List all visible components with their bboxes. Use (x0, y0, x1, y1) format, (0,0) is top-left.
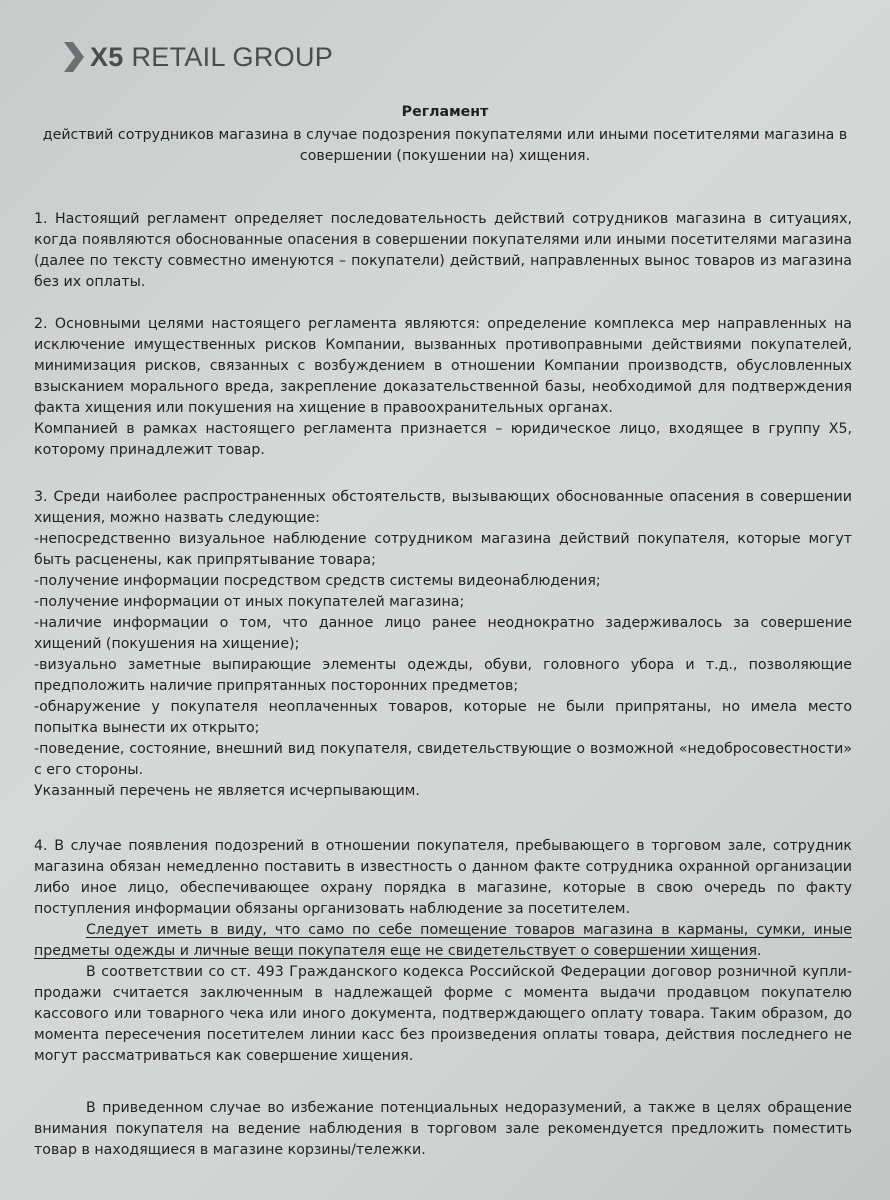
company-logo (64, 40, 333, 74)
logo-chevron-icon (64, 42, 84, 72)
list-item: -визуально заметные выпирающие элементы одежды, обуви, головного убора и т.д., позволяющие предположить наличие припрятанных посторонних предметов; (34, 657, 852, 694)
section-4-recommendation-block (34, 1098, 852, 1161)
list-item: -непосредственно визуальное наблюдение сотрудником магазина действий покупателя, которые могут быть расценены, как припрятывание товара; (34, 531, 852, 568)
section-3-intro: 3. Среди наиболее распространенных обстоятельств, вызывающих обоснованные опасения в совершении хищения, можно назвать следующие: (34, 489, 852, 526)
section-2-company-note: Компанией в рамках настоящего регламента признается – юридическое лицо, входящее в группу Х5, которому принадлежит товар. (34, 421, 852, 458)
section-2 (34, 314, 852, 461)
document-header (30, 102, 860, 167)
list-item: -обнаружение у покупателя неоплаченных товаров, которые не были припрятаны, но имела место попытка вынести их открыто; (34, 699, 852, 736)
underlined-warning: Следует иметь в виду, что само по себе помещение товаров магазина в карманы, сумки, иные предметы одежды и личные вещи покупателя еще не свидетельствует о совершении хищения (34, 922, 852, 959)
list-item: -поведение, состояние, внешний вид покупателя, свидетельствующие о возможной «недобросовестности» с его стороны. (34, 741, 852, 778)
list-item: -получение информации от иных покупателей магазина; (34, 594, 465, 610)
list-item: -наличие информации о том, что данное лицо ранее неоднократно задерживалось за совершение хищений (покушения на хищение); (34, 615, 852, 652)
document-subtitle: действий сотрудников магазина в случае подозрения покупателями или иными посетителями магазина в совершении (покушении на) хищения. (42, 127, 848, 164)
section-2-text: 2. Основными целями настоящего регламента являются: определение комплекса мер направленных на исключение имущественных рисков Компании, вызванных противоправными действиями покупателей, минимизация рисков, связанных с возбуждением в отношении Компании производств, обусловленных взысканием морального вреда, закрепление доказательственной базы, необходимой для подтверждения факта хищения или покушения на хищение в правоохранительных органах. (34, 316, 852, 416)
section-4-civil-code: В соответствии со ст. 493 Гражданского кодекса Российской Федерации договор розничной купли-продажи считается заключенным в надлежащей форме с момента выдачи продавцом покупателю кассового или товарного чека или иного документа, подтверждающего оплату товара. Таким образом, до момента пересечения посетителем линии касс без произведения оплаты товара, действия последнего не могут рассматриваться как совершение хищения. (34, 964, 852, 1064)
section-4-recommendation: В приведенном случае во избежание потенциальных недоразумений, а также в целях обращение внимания покупателя на ведение наблюдения в торговом зале рекомендуется предложить поместить товар в находящиеся в магазине корзины/тележки. (34, 1100, 852, 1158)
document-title: Регламент (401, 104, 489, 120)
section-4-text: 4. В случае появления подозрений в отношении покупателя, пребывающего в торговом зале, сотрудник магазина обязан немедленно поставить в известность о данном факте сотрудника охранной организации либо иное лицо, обеспечивающее охрану порядка в магазине, которые в свою очередь по факту поступления информации обязаны организовать наблюдение за посетителем. (34, 838, 852, 917)
section-4-warning: Следует иметь в виду, что само по себе помещение товаров магазина в карманы, сумки, иные предметы одежды и личные вещи покупателя еще не свидетельствует о совершении хищения. (34, 922, 852, 959)
section-3-closing: Указанный перечень не является исчерпывающим. (34, 783, 420, 799)
section-1 (34, 209, 852, 293)
section-1-text: 1. Настоящий регламент определяет последовательность действий сотрудников магазина в ситуациях, когда появляются обоснованные опасения в совершении покупателями или иными посетителями магазина (далее по тексту совместно именуются – покупатели) действий, направленных вынос товаров из магазина без их оплаты. (34, 211, 852, 290)
section-3 (34, 487, 852, 802)
logo-text: X5 RETAIL GROUP (90, 41, 334, 72)
list-item: -получение информации посредством средств системы видеонаблюдения; (34, 573, 601, 589)
section-4 (34, 836, 852, 1067)
